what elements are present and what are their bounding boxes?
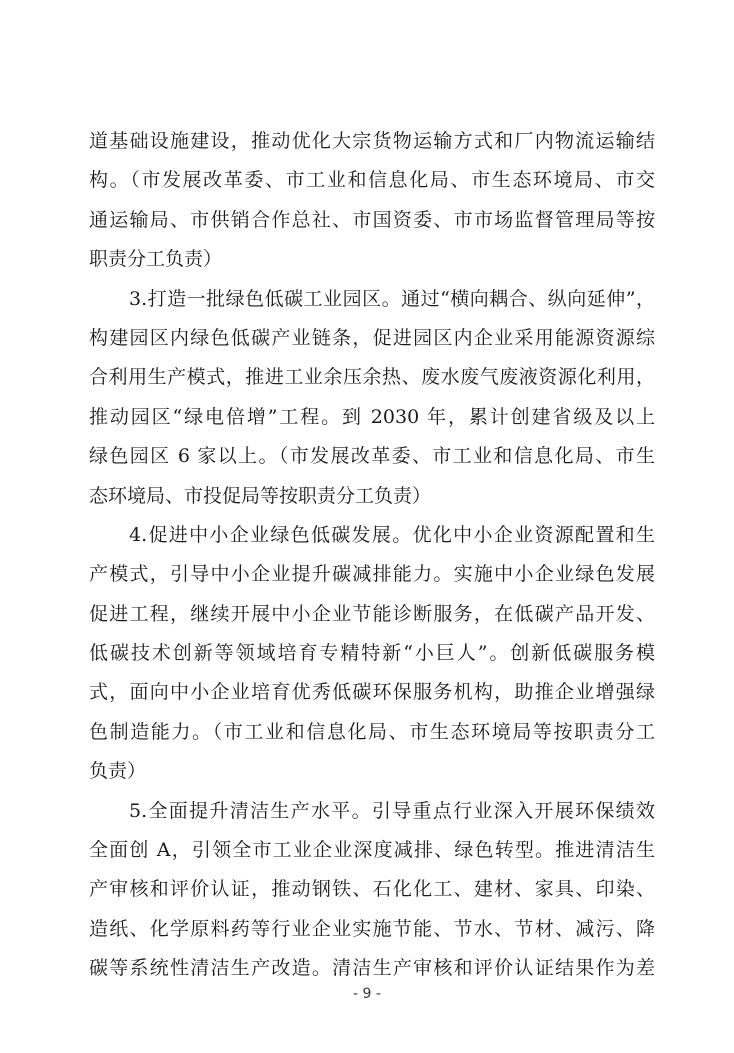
text-line: 职责分工负责）: [89, 248, 223, 271]
text-line: 4.促进中小企业绿色低碳发展。优化中小企业资源配置和生: [129, 523, 655, 546]
text-line: 色制造能力。（市工业和信息化局、市生态环境局等按职责分工: [89, 720, 655, 743]
text-line: 构。（市发展改革委、市工业和信息化局、市生态环境局、市交: [89, 169, 655, 192]
text-line: 构建园区内绿色低碳产业链条，促进园区内企业采用能源资源综: [89, 326, 655, 349]
text-line: 3.打造一批绿色低碳工业园区。通过“横向耦合、纵向延伸”，: [129, 287, 655, 310]
text-line: 道基础设施建设，推动优化大宗货物运输方式和厂内物流运输结: [89, 130, 655, 152]
text-line: 通运输局、市供销合作总社、市国资委、市市场监督管理局等按: [89, 208, 655, 231]
page-number: - 9 -: [353, 986, 381, 1002]
text-line: 式，面向中小企业培育优秀低碳环保服务机构，助推企业增强绿: [89, 681, 655, 704]
text-line: 绿色园区 6 家以上。（市发展改革委、市工业和信息化局、市生: [89, 445, 655, 468]
text-line: 全面创 A，引领全市工业企业深度减排、绿色转型。推进清洁生: [89, 839, 655, 862]
text-line: 造纸、化学原料药等行业企业实施节能、节水、节材、减污、降: [89, 917, 655, 940]
text-line: 负责）: [89, 760, 147, 783]
text-line: 产审核和评价认证，推动钢铁、石化化工、建材、家具、印染、: [89, 878, 655, 901]
text-line: 产模式，引导中小企业提升碳减排能力。实施中小企业绿色发展: [89, 563, 655, 586]
text-line: 碳等系统性清洁生产改造。清洁生产审核和评价认证结果作为差: [89, 957, 655, 980]
text-line: 促进工程，继续开展中小企业节能诊断服务，在低碳产品开发、: [89, 602, 655, 625]
text-line: 态环境局、市投促局等按职责分工负责）: [89, 484, 432, 507]
text-line: 5.全面提升清洁生产水平。引导重点行业深入开展环保绩效: [129, 799, 655, 822]
body-text: [89, 122, 655, 989]
text-line: 低碳技术创新等领域培育专精特新“小巨人”。创新低碳服务模: [89, 642, 655, 665]
text-line: 合利用生产模式，推进工业余压余热、废水废气废液资源化利用，: [89, 366, 655, 389]
text-line: 推动园区“绿电倍增”工程。到 2030 年，累计创建省级及以上: [89, 405, 655, 428]
